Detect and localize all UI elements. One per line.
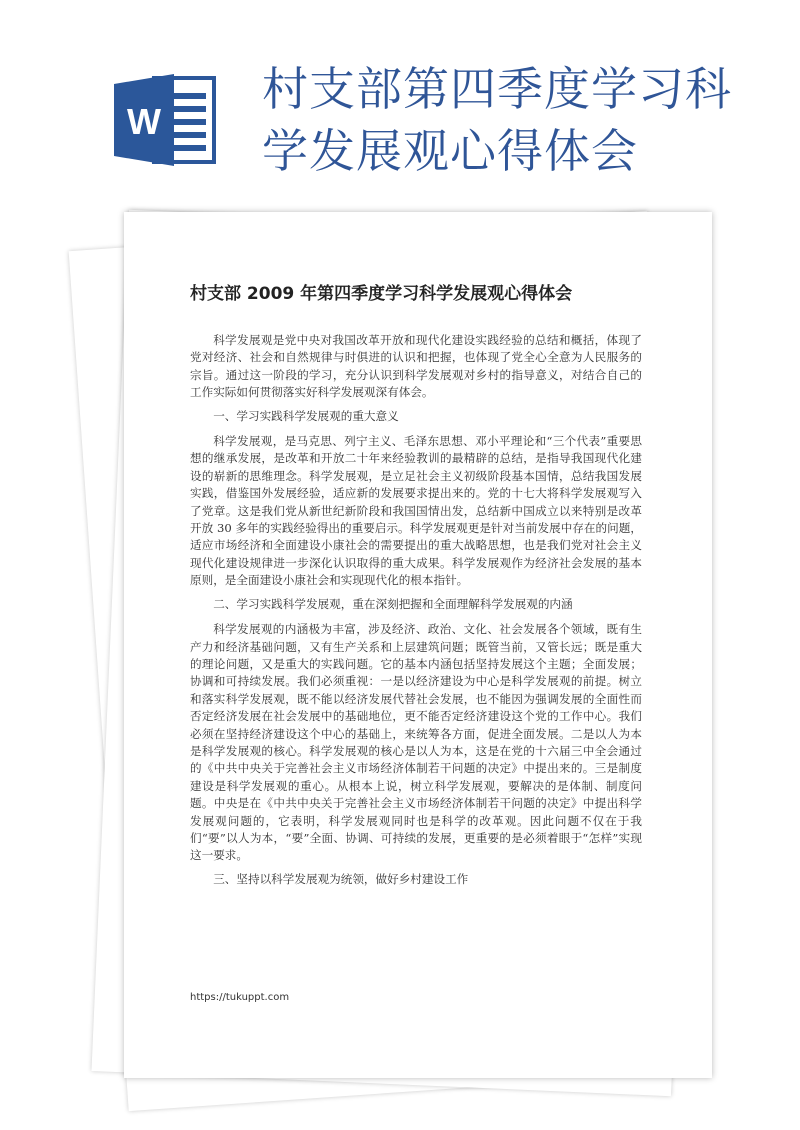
section-2-paragraph: 科学发展观的内涵极为丰富，涉及经济、政治、文化、社会发展各个领域，既有生产力和经济基础问题，又有生产关系和上层建筑问题；既管当前，又管长远；既是重大的理论问题，又是重大的实践问题。它的基本内涵包括坚持发展这个主题；全面发展；协调和可持续发展。我们必须重视：一是以经济建设为中心是科学发展观的前提。树立和落实科学发展观，既不能以经济发展代替社会发展，也不能因为强调发展的全面性而否定经济发展在社会发展中的基础地位，更不能否定经济建设这个党的工作中心。我们必须在坚持经济建设这个中心的基础上，来统筹各方面，促进全面发展。二是以人为本是科学发展观的核心。科学发展观的核心是以人为本，这是在党的十六届三中全会通过的《中共中央关于完善社会主义市场经济体制若干问题的决定》中提出来的。三是制度建设是科学发展观的重心。从根本上说，树立科学发展观，要解决的是体制、制度问题。中央是在《中共中央关于完善社会主义市场经济体制若干问题的决定》中提出科学发展观问题的，它表明，科学发展观同时也是科学的改革观。因此问题不仅在于我们“要”以人为本，“要”全面、协调、可持续的发展，更重要的是必须着眼于“怎样”实现这一要求。: [190, 622, 642, 863]
word-icon-letter: W: [127, 101, 161, 142]
section-heading-2: 二、学习实践科学发展观，重在深刻把握和全面理解科学发展观的内涵: [213, 596, 573, 611]
section-heading-3: 三、坚持以科学发展观为统领，做好乡村建设工作: [213, 871, 469, 886]
document-body: [190, 332, 642, 896]
document-title: 村支部 2009 年第四季度学习科学发展观心得体会: [190, 284, 573, 304]
section-heading-1: 一、学习实践科学发展观的重大意义: [213, 408, 399, 423]
section-1-paragraph: 科学发展观，是马克思、列宁主义、毛泽东思想、邓小平理论和“三个代表”重要思想的继承发展，是改革和开放二十年来经验教训的最精辟的总结，是指导我国现代化建设的崭新的思维理念。科学发展观，是立足社会主义初级阶段基本国情，总结我国发展实践，借鉴国外发展经验，适应新的发展要求提出来的。党的十七大将科学发展观写入了党章。这是我们党从新世纪新阶段和我国国情出发，总结新中国成立以来特别是改革开放 30 多年的实践经验得出的重要启示。科学发展观更是针对当前发展中存在的问题，适应市场经济和全面建设小康社会的需要提出的重大战略思想，也是我们党对社会主义现代化建设规律进一步深化认识取得的重大成果。科学发展观作为经济社会发展的基本原则，是全面建设小康社会和实现现代化的根本指针。: [190, 434, 642, 588]
document-page: [124, 212, 712, 1078]
word-document-icon: [112, 72, 220, 168]
header-title-line1: 村支部第四季度学习科: [262, 62, 732, 116]
header-title-line2: 学发展观心得体会: [262, 124, 638, 178]
intro-paragraph: 科学发展观是党中央对我国改革开放和现代化建设实践经验的总结和概括，体现了党对经济、社会和自然规律与时俱进的认识和把握，也体现了党全心全意为人民服务的宗旨。通过这一阶段的学习，充分认识到科学发展观对乡村的指导意义，对结合自己的工作实际如何贯彻落实好科学发展观深有体会。: [190, 333, 642, 400]
source-url: https://tukuppt.com: [190, 992, 290, 1003]
header-title: [262, 58, 782, 182]
